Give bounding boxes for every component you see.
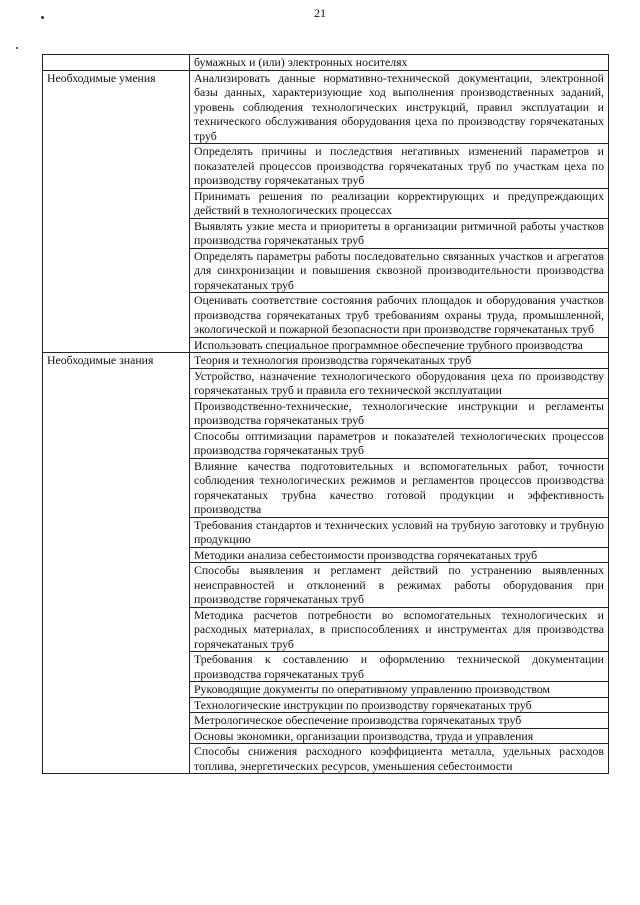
requirement-item: Методики анализа себестоимости производства горячекатаных труб <box>190 547 609 563</box>
requirement-item: Руководящие документы по оперативному управлению производством <box>190 682 609 698</box>
requirement-item: Метрологическое обеспечение производства горячекатаных труб <box>190 713 609 729</box>
table-row <box>43 55 609 71</box>
scan-speck <box>41 16 44 19</box>
requirement-item: бумажных и (или) электронных носителях <box>190 55 609 71</box>
requirement-item: Основы экономики, организации производства, труда и управления <box>190 728 609 744</box>
requirement-item: Способы выявления и регламент действий по устранению выявленных неисправностей и отклонений в режимах работы оборудования при производстве горячекатаных труб <box>190 563 609 608</box>
requirements-table <box>42 54 609 774</box>
table-row <box>43 70 609 144</box>
page-number: 21 <box>314 6 326 20</box>
requirement-item: Анализировать данные нормативно-технической документации, электронной базы данных, характеризующие ход выполнения производственных заданий, уровень соблюдения технологических инструкций, правил эксплуатации и технического обслуживания оборудования цеха по производству горячекатаных труб <box>190 70 609 144</box>
requirement-item: Требования стандартов и технических условий на трубную заготовку и трубную продукцию <box>190 517 609 547</box>
requirement-item: Производственно-технические, технологические инструкции и регламенты производства горячекатаных труб <box>190 398 609 428</box>
requirement-item: Принимать решения по реализации корректирующих и предупреждающих действий в технологических процессах <box>190 188 609 218</box>
requirement-item: Выявлять узкие места и приоритеты в организации ритмичной работы участков производства горячекатаных труб <box>190 218 609 248</box>
requirement-item: Определять причины и последствия негативных изменений параметров и показателей процессов производства горячекатаных труб по участкам цеха по производству горячекатаных труб <box>190 144 609 189</box>
table-row <box>43 353 609 369</box>
row-category-label <box>43 55 190 71</box>
row-category-label: Необходимые знания <box>43 353 190 774</box>
requirement-item: Способы оптимизации параметров и показателей технологических процессов производства горячекатаных труб <box>190 428 609 458</box>
requirement-item: Устройство, назначение технологического оборудования цеха по производству горячекатаных труб и правила его технической эксплуатации <box>190 368 609 398</box>
requirement-item: Требования к составлению и оформлению технической документации производства горячекатаных труб <box>190 652 609 682</box>
requirement-item: Технологические инструкции по производству горячекатаных труб <box>190 697 609 713</box>
requirement-item: Методика расчетов потребности во вспомогательных технологических и расходных материалах, в приспособлениях и инструментах для производства горячекатаных труб <box>190 607 609 652</box>
requirement-item: Влияние качества подготовительных и вспомогательных работ, точности соблюдения технологических режимов и регламентов процессов производства горячекатаных трубна качество готовой продукции и эффективность производства <box>190 458 609 517</box>
requirement-item: Определять параметры работы последовательно связанных участков и агрегатов для синхронизации и повышения сквозной производительности производства горячекатаных труб <box>190 248 609 293</box>
requirement-item: Оценивать соответствие состояния рабочих площадок и оборудования участков производства горячекатаных труб требованиям охраны труда, промышленной, экологической и пожарной безопасности при производстве горячекатаных труб <box>190 293 609 338</box>
row-category-label: Необходимые умения <box>43 70 190 353</box>
requirement-item: Способы снижения расходного коэффициента металла, удельных расходов топлива, энергетических ресурсов, уменьшения себестоимости <box>190 744 609 774</box>
requirement-item: Теория и технология производства горячекатаных труб <box>190 353 609 369</box>
scan-speck <box>16 47 18 49</box>
requirement-item: Использовать специальное программное обеспечение трубного производства <box>190 337 609 353</box>
